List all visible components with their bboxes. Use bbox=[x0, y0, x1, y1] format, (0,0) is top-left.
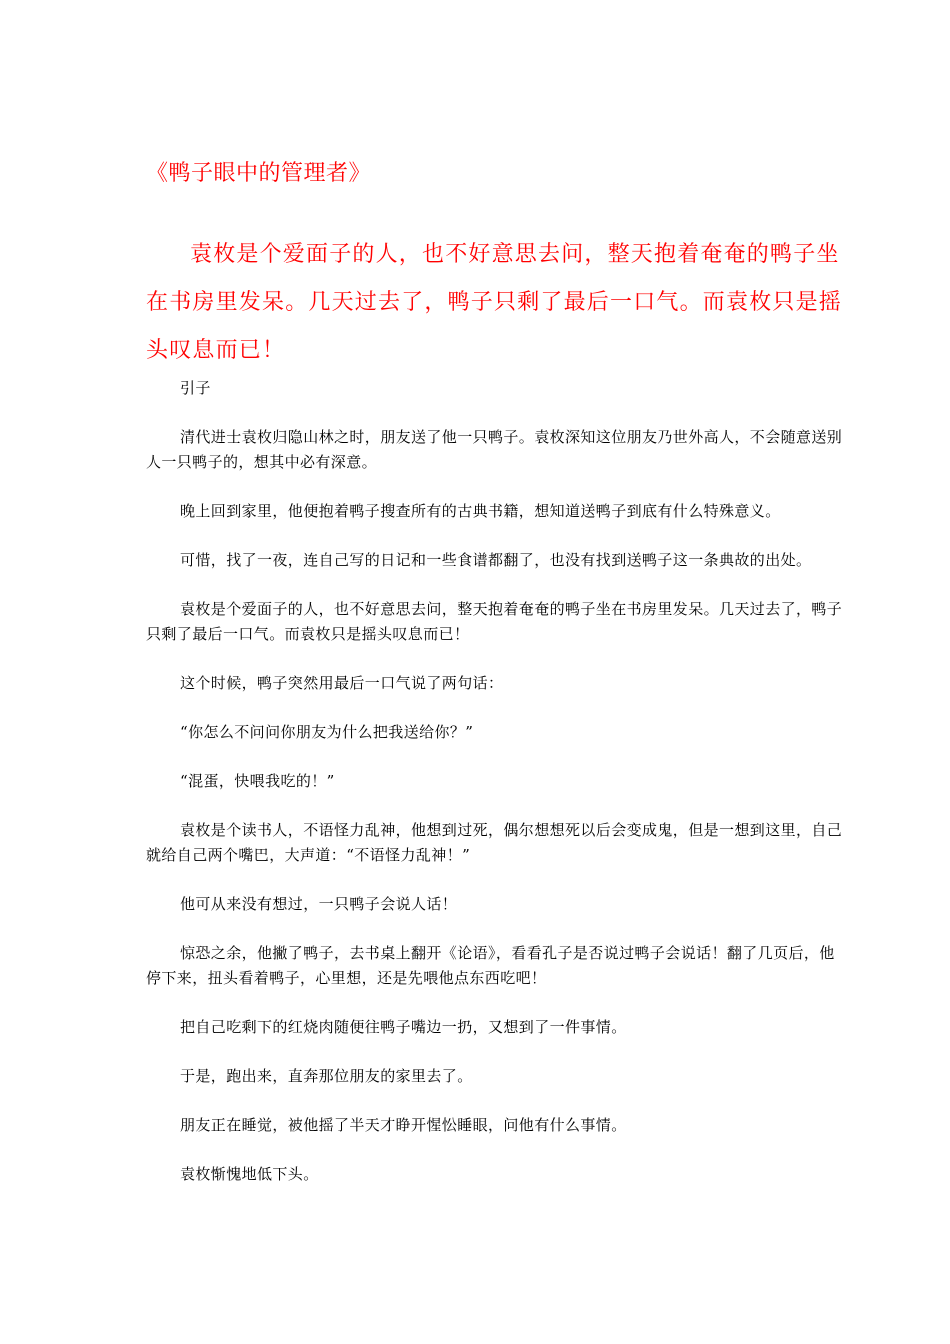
body-paragraph: 袁枚惭愧地低下头。 bbox=[180, 1165, 319, 1183]
body-paragraph: 他可从来没有想过，一只鸭子会说人话！ bbox=[180, 895, 458, 913]
body-paragraph: 可惜，找了一夜，连自己写的日记和一些食谱都翻了，也没有找到送鸭子这一条典故的出处。 bbox=[180, 551, 812, 569]
body-paragraph: 朋友正在睡觉，被他摇了半天才睁开惺忪睡眼，问他有什么事情。 bbox=[180, 1116, 627, 1134]
document-title: 《鸭子眼中的管理者》 bbox=[146, 161, 372, 186]
body-paragraph: 惊恐之余，他撇了鸭子，去书桌上翻开《论语》，看看孔子是否说过鸭子会说话！翻了几页后，他停下来，扭头看着鸭子，心里想，还是先喂他点东西吃吧！ bbox=[146, 944, 835, 987]
body-paragraph: 袁枚是个读书人，不语怪力乱神，他想到过死，偶尔想想死以后会变成鬼，但是一想到这里，自己就给自己两个嘴巴，大声道：“不语怪力乱神！” bbox=[146, 821, 843, 864]
body-paragraph: 晚上回到家里，他便抱着鸭子搜查所有的古典书籍，想知道送鸭子到底有什么特殊意义。 bbox=[180, 502, 781, 520]
section-heading: 引子 bbox=[180, 379, 211, 397]
body-paragraph: 把自己吃剩下的红烧肉随便往鸭子嘴边一扔，又想到了一件事情。 bbox=[180, 1018, 627, 1036]
body-paragraph: “你怎么不问问你朋友为什么把我送给你？” bbox=[180, 723, 474, 741]
body-paragraph: “混蛋，快喂我吃的！” bbox=[180, 772, 335, 790]
body-paragraph: 袁枚是个爱面子的人，也不好意思去问，整天抱着奄奄的鸭子坐在书房里发呆。几天过去了，鸭子只剩了最后一口气。而袁枚只是摇头叹息而已！ bbox=[146, 600, 843, 643]
document-body bbox=[146, 376, 850, 1211]
body-paragraph: 这个时候，鸭子突然用最后一口气说了两句话： bbox=[180, 674, 504, 692]
body-paragraph: 清代进士袁枚归隐山林之时，朋友送了他一只鸭子。袁枚深知这位朋友乃世外高人，不会随意送别人一只鸭子的，想其中必有深意。 bbox=[146, 428, 843, 471]
body-paragraph: 于是，跑出来，直奔那位朋友的家里去了。 bbox=[180, 1067, 473, 1085]
lead-paragraph: 袁枚是个爱面子的人，也不好意思去问，整天抱着奄奄的鸭子坐在书房里发呆。几天过去了，鸭子只剩了最后一口气。而袁枚只是摇头叹息而已！ bbox=[146, 242, 843, 363]
